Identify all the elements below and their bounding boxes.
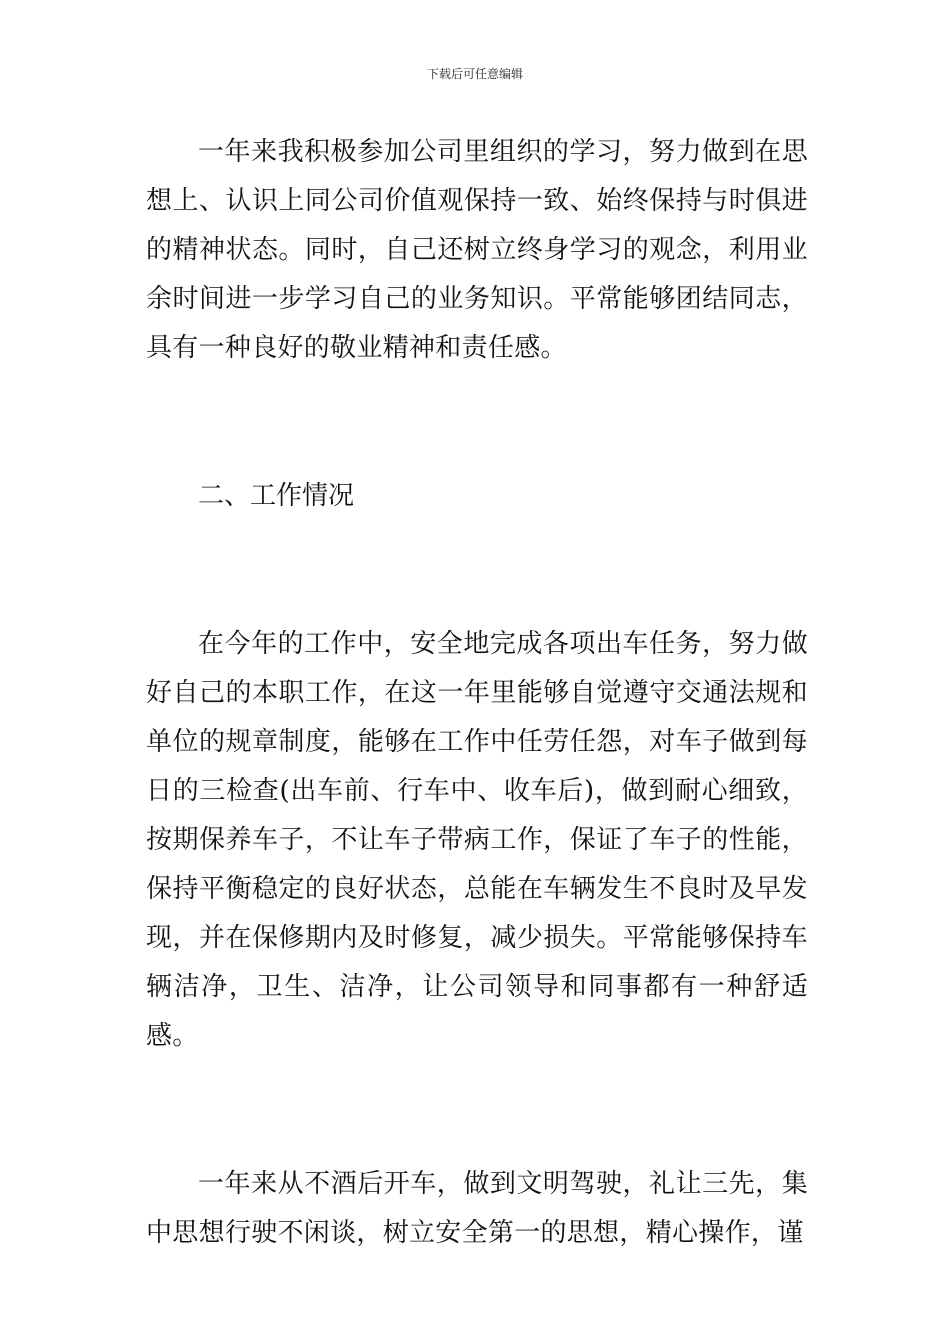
paragraph-safe-driving: 一年来从不酒后开车，做到文明驾驶，礼让三先，集中思想行驶不闲谈，树立安全第一的思想，精心操作，谨 [146, 1169, 808, 1248]
paragraph-spacer [146, 1061, 808, 1160]
section-heading-work: 二、工作情况 [198, 481, 355, 511]
paragraph-work-details: 在今年的工作中，安全地完成各项出车任务，努力做好自己的本职工作，在这一年里能够自觉遵守交通法规和单位的规章制度，能够在工作中任劳任怨，对车子做到每日的三检查(出车前、行车中、收车后)，做到耐心细致，按期保养车子，不让车子带病工作，保证了车子的性能，保持平衡稳定的良好状态，总能在车辆发生不良时及早发现，并在保修期内及时修复，减少损失。平常能够保持车辆洁净，卫生、洁净，让公司领导和同事都有一种舒适感。 [146, 629, 808, 1051]
paragraph-study: 一年来我积极参加公司里组织的学习，努力做到在思想上、认识上同公司价值观保持一致、始终保持与时俱进的精神状态。同时，自己还树立终身学习的观念，利用业余时间进一步学习自己的业务知识。平常能够团结同志，具有一种良好的敬业精神和责任感。 [146, 137, 808, 363]
paragraph-spacer [146, 521, 808, 620]
paragraph-spacer [146, 373, 808, 472]
header-note: 下载后可任意编辑 [426, 67, 523, 81]
document-body [146, 128, 808, 1258]
